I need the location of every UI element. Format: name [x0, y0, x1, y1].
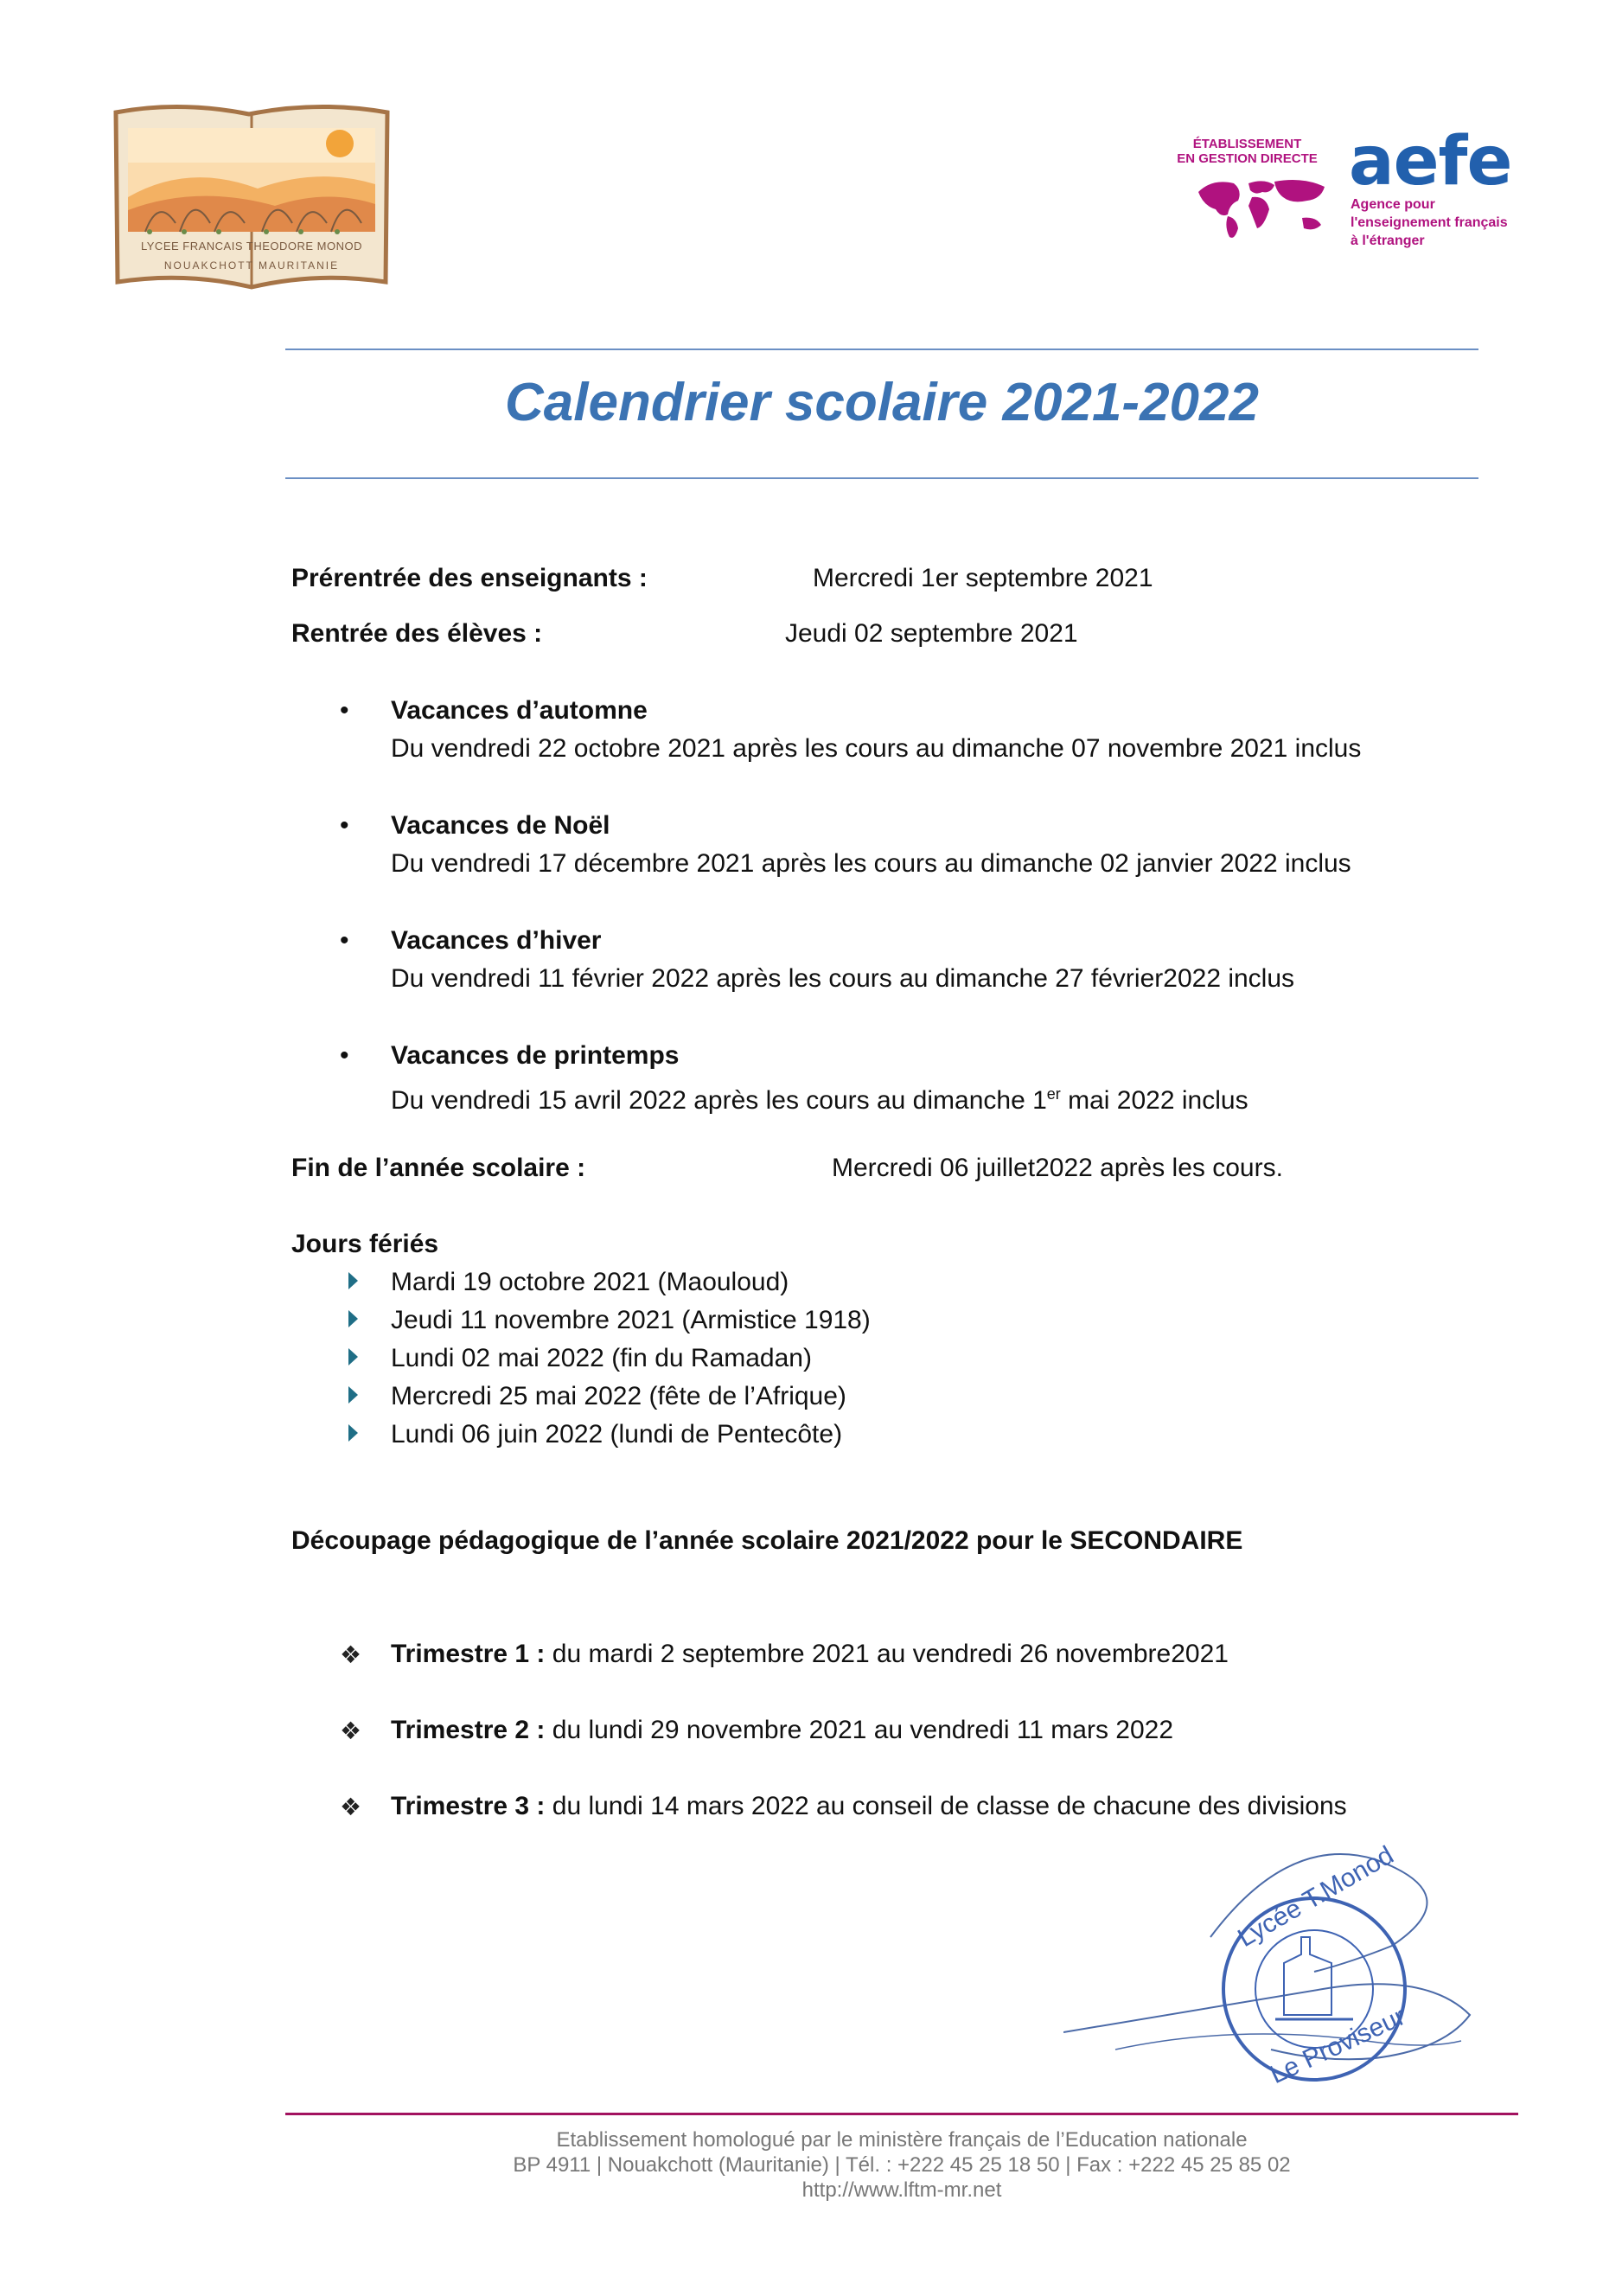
- ferie-item: Lundi 06 juin 2022 (lundi de Pentecôte): [391, 1420, 843, 1449]
- vacances-noel-detail: Du vendredi 17 décembre 2021 après les cours au dimanche 02 janvier 2022 inclus: [391, 849, 1351, 878]
- footer-homologation: Etablissement homologué par le ministère français de l’Education nationale: [556, 2128, 1248, 2152]
- page-title: Calendrier scolaire 2021-2022: [505, 373, 1259, 432]
- world-map-icon: [1195, 175, 1329, 244]
- trimestre-2: Trimestre 2 : du lundi 29 novembre 2021 au vendredi 11 mars 2022: [391, 1716, 1174, 1744]
- diamond-bullet-icon: ❖: [340, 1794, 362, 1820]
- lycee-logo-line2: NOUAKCHOTT MAURITANIE: [163, 259, 340, 272]
- arrow-bullet-icon: [348, 1386, 358, 1404]
- title-rule-bottom: [285, 477, 1478, 479]
- aefe-brand: aefe: [1349, 123, 1512, 201]
- vacances-hiver-detail: Du vendredi 11 février 2022 après les cours au dimanche 27 février2022 inclus: [391, 964, 1295, 993]
- arrow-bullet-icon: [348, 1348, 358, 1365]
- stamp-text-top: Lycée T.Monod: [1233, 1842, 1399, 1954]
- vacances-hiver-name: Vacances d’hiver: [391, 926, 602, 955]
- arrow-bullet-icon: [348, 1272, 358, 1289]
- rentree-label: Rentrée des élèves :: [291, 619, 543, 648]
- aefe-tagline: Agence pour l'enseignement français à l'étranger: [1351, 197, 1508, 248]
- bullet-dot-icon: •: [340, 926, 349, 955]
- ferie-item: Mardi 19 octobre 2021 (Maouloud): [391, 1268, 789, 1296]
- bullet-dot-icon: •: [340, 696, 349, 725]
- arrow-bullet-icon: [348, 1310, 358, 1327]
- vacances-noel-name: Vacances de Noël: [391, 811, 610, 840]
- rentree-value: Jeudi 02 septembre 2021: [785, 619, 1078, 648]
- prerentree-value: Mercredi 1er septembre 2021: [813, 564, 1153, 592]
- footer-website-link[interactable]: http://www.lftm-mr.net: [801, 2178, 1002, 2202]
- aefe-logo: [1176, 123, 1530, 259]
- fin-annee-label: Fin de l’année scolaire :: [291, 1154, 586, 1182]
- fin-annee-value: Mercredi 06 juillet2022 après les cours.: [832, 1154, 1283, 1182]
- vacances-printemps-detail: Du vendredi 15 avril 2022 après les cours au dimanche 1er mai 2022 inclus: [391, 1085, 1248, 1115]
- vacances-printemps-name: Vacances de printemps: [391, 1041, 680, 1070]
- ferie-item: Mercredi 25 mai 2022 (fête de l’Afrique): [391, 1382, 846, 1410]
- ferie-item: Lundi 02 mai 2022 (fin du Ramadan): [391, 1344, 812, 1372]
- trimestre-3: Trimestre 3 : du lundi 14 mars 2022 au conseil de classe de chacune des divisions: [391, 1792, 1347, 1820]
- bullet-dot-icon: •: [340, 811, 349, 840]
- title-rule-top: [285, 349, 1478, 350]
- bullet-dot-icon: •: [340, 1041, 349, 1070]
- lycee-logo-line1: LYCEE FRANCAIS THEODORE MONOD: [141, 240, 362, 253]
- footer-rule: [285, 2113, 1518, 2115]
- vacances-automne-name: Vacances d’automne: [391, 696, 648, 725]
- ferie-item: Jeudi 11 novembre 2021 (Armistice 1918): [391, 1306, 871, 1334]
- aefe-etab-label: ÉTABLISSEMENT EN GESTION DIRECTE: [1177, 137, 1318, 166]
- vacances-automne-detail: Du vendredi 22 octobre 2021 après les cours au dimanche 07 novembre 2021 inclus: [391, 734, 1362, 763]
- lycee-logo: [111, 102, 393, 294]
- footer-contact: BP 4911 | Nouakchott (Mauritanie) | Tél. : +222 45 25 18 50 | Fax : +222 45 25 85 02: [513, 2153, 1291, 2177]
- prerentree-label: Prérentrée des enseignants :: [291, 564, 648, 592]
- feries-heading: Jours fériés: [291, 1230, 439, 1258]
- stamp-text-bottom: Le Proviseur: [1265, 2002, 1410, 2084]
- arrow-bullet-icon: [348, 1424, 358, 1442]
- decoupage-heading: Découpage pédagogique de l’année scolaire 2021/2022 pour le SECONDAIRE: [291, 1526, 1243, 1555]
- official-stamp: [1063, 1842, 1478, 2084]
- diamond-bullet-icon: ❖: [340, 1641, 362, 1668]
- trimestre-1: Trimestre 1 : du mardi 2 septembre 2021 au vendredi 26 novembre2021: [391, 1640, 1229, 1668]
- diamond-bullet-icon: ❖: [340, 1717, 362, 1744]
